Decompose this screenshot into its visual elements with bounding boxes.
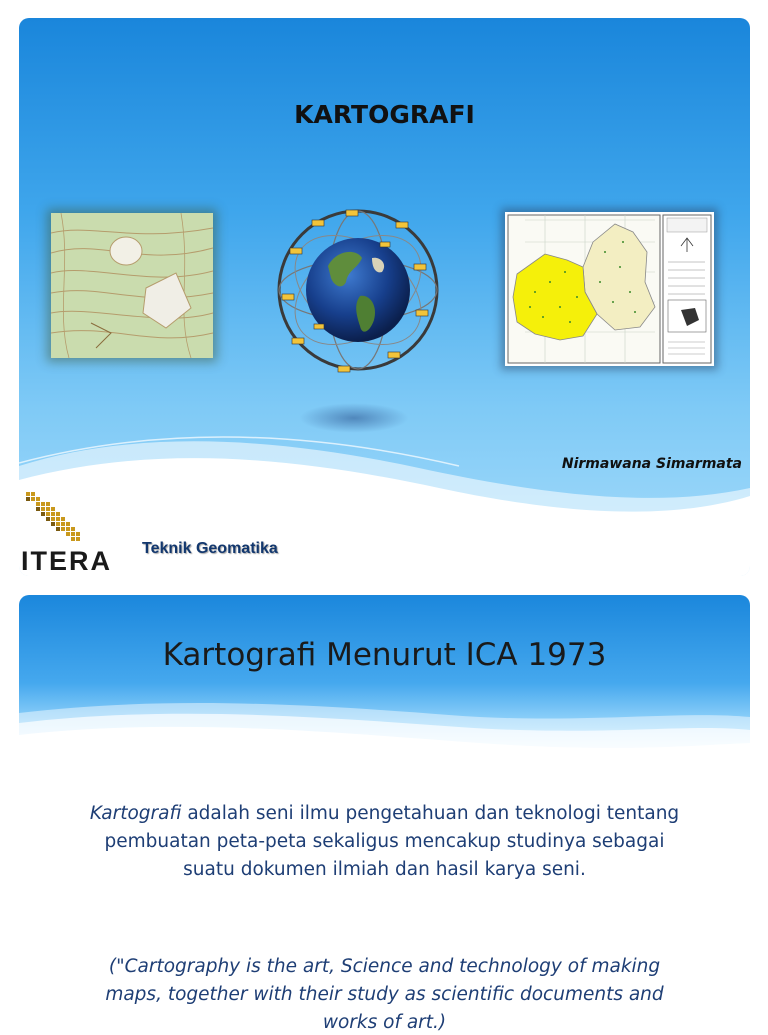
thematic-map-image <box>505 212 714 366</box>
slide-title: Kartografi Menurut ICA 1973 <box>162 637 607 673</box>
definition-paragraph <box>79 800 690 884</box>
definition-text: adalah seni ilmu pengetahuan dan teknologi tentang pembuatan peta-peta sekaligus mencakup studinya sebagai suatu dokumen ilmiah dan hasil karya seni. <box>104 803 680 880</box>
definition-term: Kartografi <box>89 803 182 824</box>
slide-title: KARTOGRAFI <box>294 100 475 129</box>
gps-satellite-globe-image <box>276 198 440 388</box>
globe-shadow <box>299 403 409 433</box>
department-name: Teknik Geomatika <box>142 540 278 557</box>
definition-slide <box>19 595 750 1035</box>
english-quote: ("Cartography is the art, Science and technology of making maps, together with their study as scientific documents and works of art.) <box>105 956 664 1033</box>
title-slide <box>19 18 750 576</box>
author-name: Nirmawana Simarmata <box>561 456 742 472</box>
wave-header <box>19 595 750 795</box>
itera-logo-text: ITERA <box>21 546 112 576</box>
topographic-map-image <box>51 213 213 358</box>
